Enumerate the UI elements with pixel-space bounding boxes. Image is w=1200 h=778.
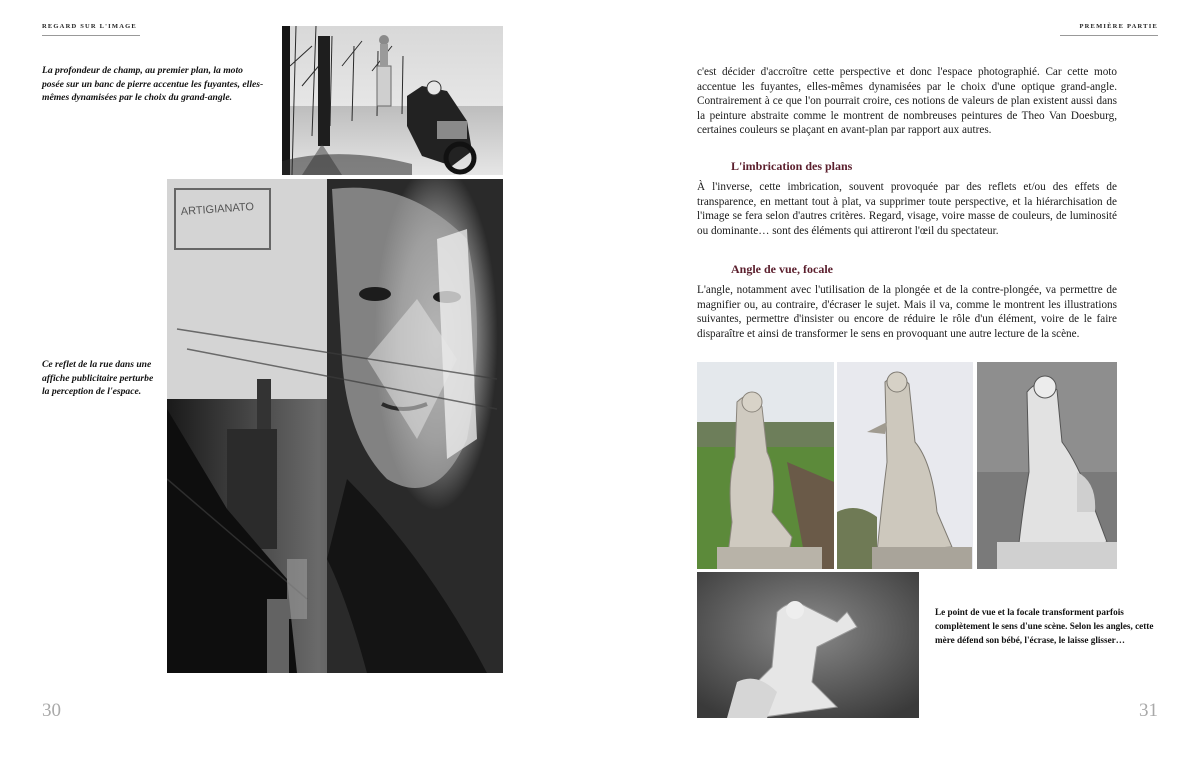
- poster-reflection-photo: [167, 179, 503, 673]
- park-motorcycle-image: [282, 26, 503, 175]
- section-heading-angle: Angle de vue, focale: [731, 262, 833, 276]
- statue-bw-side-image: [977, 362, 1117, 569]
- statue-garden-image: [697, 362, 834, 569]
- statue-photo-garden: [697, 362, 834, 569]
- caption-park-motorcycle: La profondeur de champ, au premier plan, la moto posée sur un banc de pierre accentue les fuyantes, elles-mêmes dynamisées par le choix du grand-angle.: [42, 65, 264, 103]
- running-head-right: PREMIÈRE PARTIE: [1079, 23, 1158, 30]
- statue-photo-sky: [837, 362, 973, 569]
- body-paragraph-1: c'est décider d'accroître cette perspective et donc l'espace photographié. Car cette moto accentue les fuyantes, elles-mêmes dynamisées par le choix d'une optique grand-angle. Contrairement à ce que l'on pourrait croire, ces notions de valeurs de plan existent aussi dans la peinture abstraite comme le montrent de nombreuses peintures de Theo Van Doesburg, certaines couleurs se plaçant en avant-plan par rapport aux autres.: [697, 66, 1117, 137]
- park-motorcycle-photo: [282, 26, 503, 175]
- body-paragraph-3: L'angle, notamment avec l'utilisation de la plongée et de la contre-plongée, va permettre de magnifier ou, au contraire, d'écraser le sujet. Mais il va, comme le montrent les illustrations suivantes, permettre d'insister ou encore de réduire le rôle d'un élément, voire de le faire disparaître et ainsi de transformer le sens en provoquant une autre lecture de la scène.: [697, 284, 1117, 340]
- body-paragraph-2: À l'inverse, cette imbrication, souvent provoquée par des reflets et/ou des effets de transparence, en mettant tout à plat, va supprimer toute perspective, et la hiérarchisation de l'image se fera selon d'autres critères. Regard, visage, voire masse de couleurs, de luminosité ou dominante… sont des éléments qui attireront l'œil du spectateur.: [697, 181, 1117, 237]
- header-rule-right: [1060, 35, 1158, 36]
- page-number-left: 30: [42, 700, 61, 721]
- statue-bw-low-angle-image: [697, 572, 919, 718]
- page-number-right: 31: [1139, 700, 1158, 721]
- caption-poster-reflection: Ce reflet de la rue dans une affiche publicitaire perturbe la perception de l'espace.: [42, 359, 154, 397]
- statue-photo-bw-side: [977, 362, 1117, 569]
- section-heading-imbrication: L'imbrication des plans: [731, 159, 853, 173]
- caption-statue-angles: Le point de vue et la focale transforment parfois complètement le sens d'une scène. Selon les angles, cette mère défend son bébé, l'écrase, le laisse glisser…: [935, 607, 1154, 645]
- reflection-sign-text: ARTIGIANATO: [180, 200, 255, 218]
- statue-sky-image: [837, 362, 973, 569]
- poster-reflection-image: [167, 179, 503, 673]
- running-head-left: REGARD SUR L'IMAGE: [42, 23, 137, 30]
- header-rule-left: [42, 35, 140, 36]
- statue-photo-bw-low-angle: [697, 572, 919, 718]
